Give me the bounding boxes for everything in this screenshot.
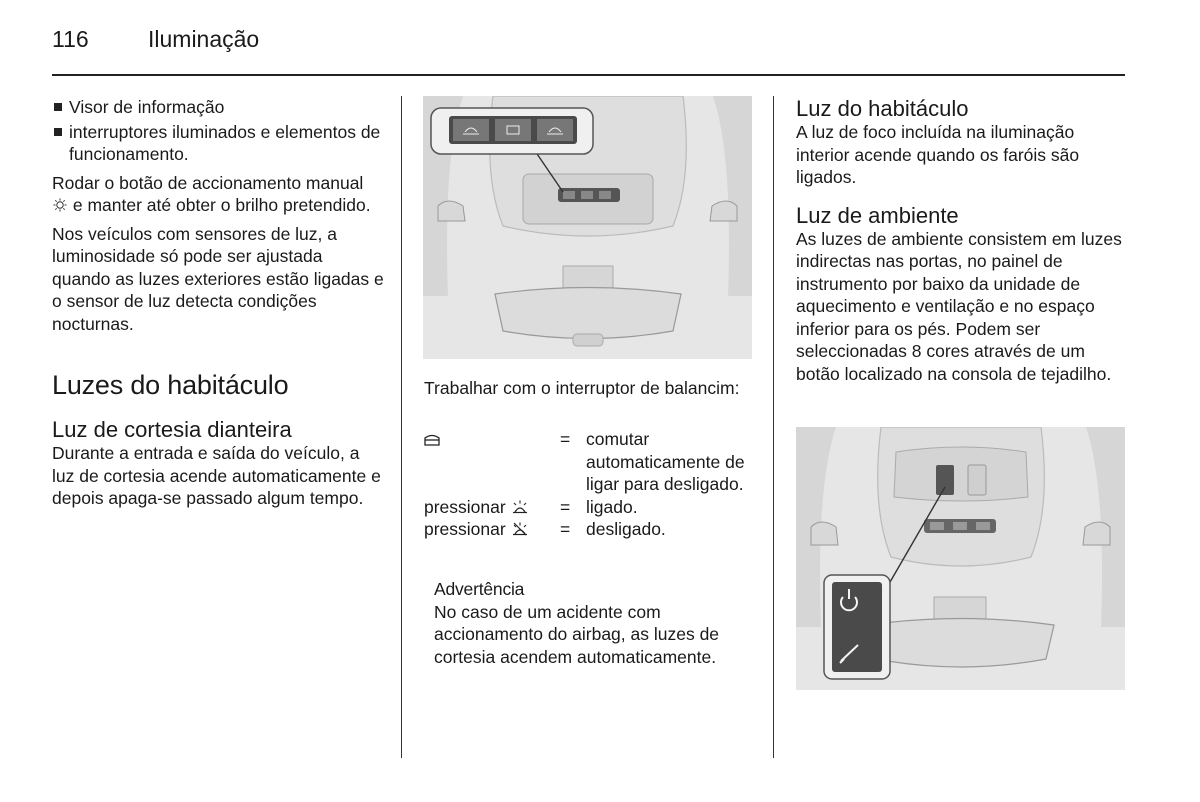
bullet-list (52, 96, 384, 166)
bullet-square-icon (54, 103, 62, 111)
paragraph-dimmer: Rodar o botão de accionamento manual e manter até obter o brilho pretendido. (52, 172, 371, 215)
page-number: 116 (52, 26, 89, 52)
table-row: pressionar = desligado. (424, 519, 666, 539)
overhead-console-figure (423, 96, 752, 359)
right-column (796, 96, 1126, 385)
bullet-item: interruptores iluminados e elementos de funcionamento. (52, 121, 384, 166)
warning-box (434, 578, 764, 668)
ambient-light-console-figure (796, 427, 1125, 690)
left-column (52, 96, 384, 510)
overhead-console-illustration (423, 96, 752, 359)
dimmer-wheel-icon (53, 198, 67, 212)
rocker-switch-intro: Trabalhar com o interruptor de balancim: (424, 378, 740, 398)
paragraph-light-sensor: Nos veículos com sensores de luz, a luminosidade só pode ser ajustada quando as luzes exteriores estão ligadas e o sensor de luz detecta condições nocturnas. (52, 223, 384, 334)
warning-title: Advertência (434, 579, 525, 599)
subsection-title: Luz de ambiente (796, 202, 959, 228)
subsection-title: Luz do habitáculo (796, 96, 969, 121)
bullet-square-icon (54, 128, 62, 136)
subsection-body: A luz de foco incluída na iluminação interior acende quando os faróis são ligados. (796, 122, 1080, 187)
subsection-body: As luzes de ambiente consistem em luzes indirectas nas portas, no painel de instrumento por baixo da unidade de aquecimento e ventilação e no espaço inferior para os pés. Podem ser seleccionadas 8 cores através de um botão localizado na consola de tejadilho. (796, 228, 1122, 384)
column-divider-left (401, 96, 402, 758)
subsection-title: Luz de cortesia dianteira (52, 417, 292, 442)
page-title: Iluminação (148, 26, 260, 52)
column-divider-right (773, 96, 774, 758)
door-lamp-icon (424, 434, 440, 446)
bullet-item: Visor de informação (52, 96, 384, 119)
section-title: Luzes do habitáculo (52, 370, 289, 400)
warning-body: No caso de um acidente com accionamento do airbag, as luzes de cortesia acendem automaticamente. (434, 601, 720, 667)
table-row: = comutar automaticamente de ligar para desligado. (424, 428, 764, 496)
switch-function-table (424, 428, 764, 541)
table-row: pressionar = ligado. (424, 496, 638, 517)
subsection-body: Durante a entrada e saída do veículo, a luz de cortesia acende automaticamente e depois apaga-se passado algum tempo. (52, 443, 381, 508)
lamp-on-icon (511, 500, 529, 514)
header-rule (52, 74, 1125, 76)
lamp-off-icon (511, 522, 529, 536)
ambient-console-illustration (796, 427, 1125, 690)
